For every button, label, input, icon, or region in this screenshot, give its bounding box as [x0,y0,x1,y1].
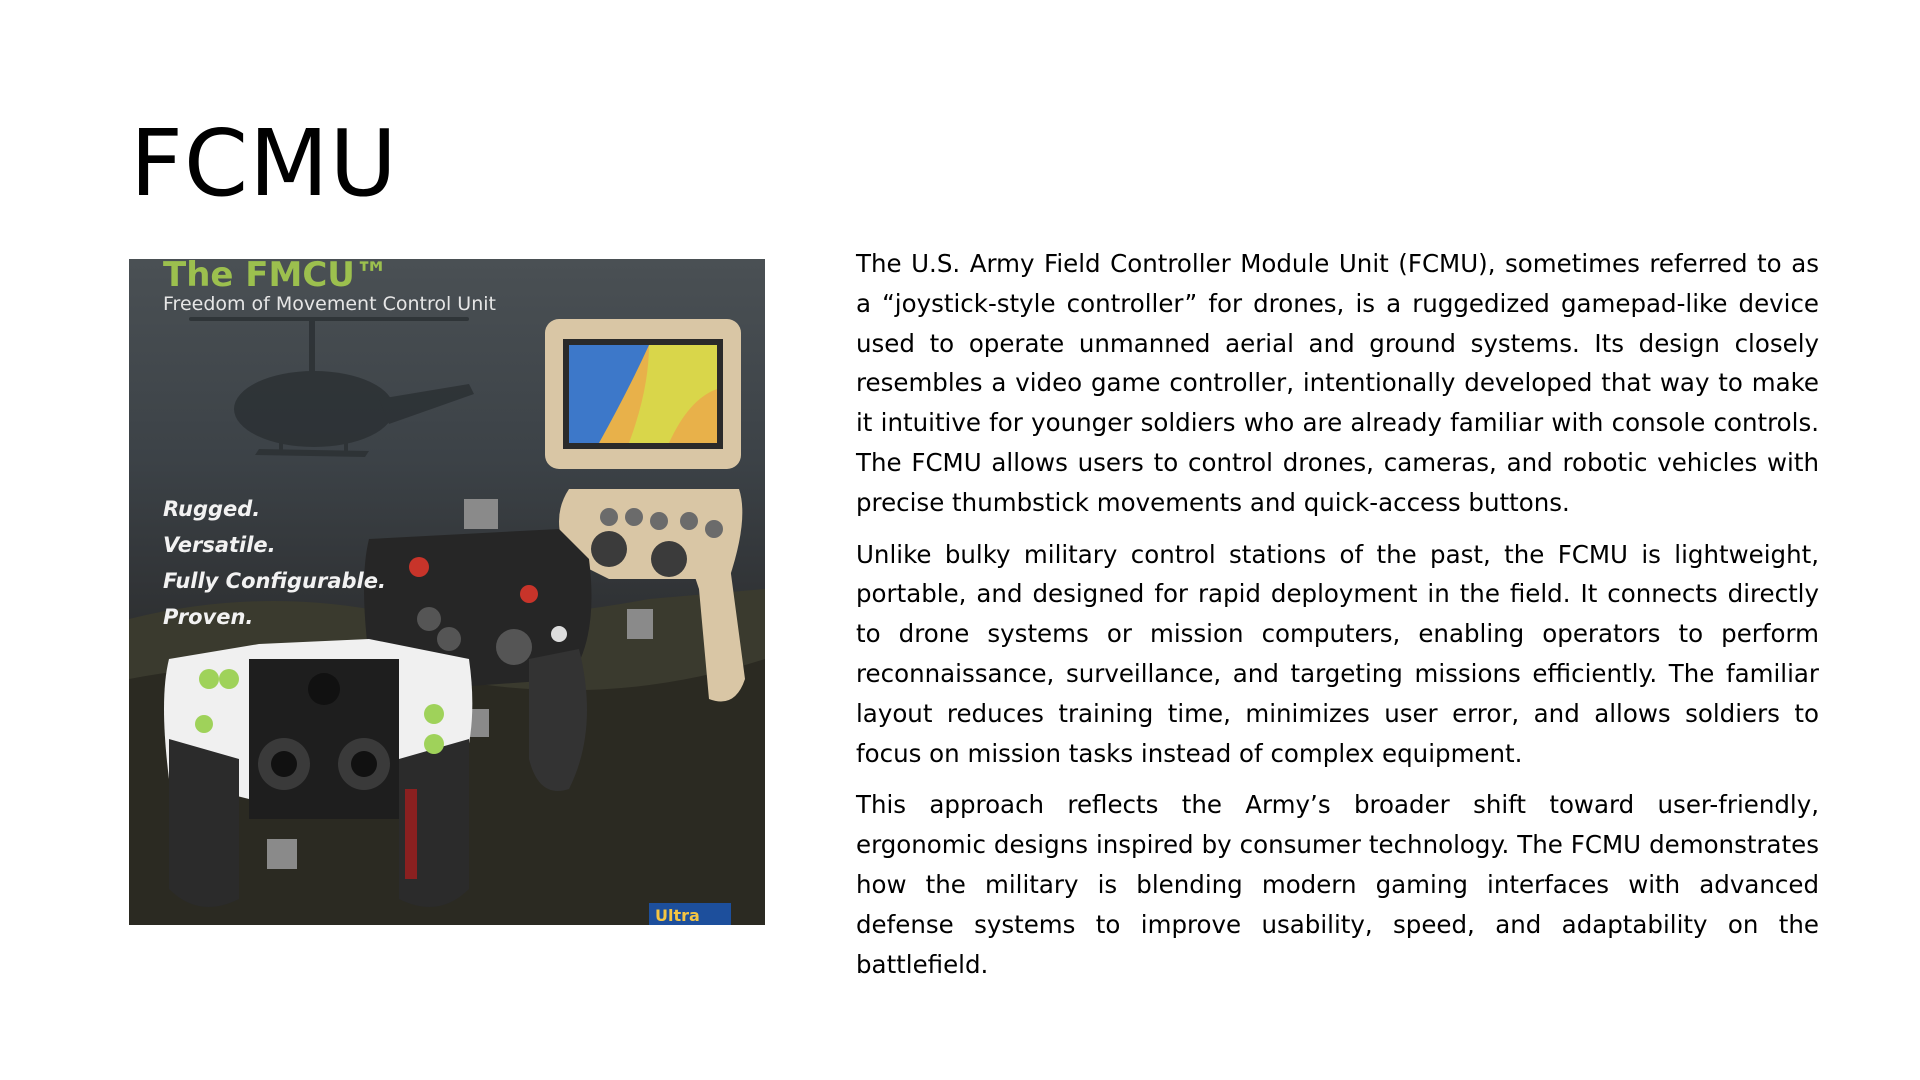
helicopter-silhouette [189,317,474,457]
body-text [856,244,1819,996]
brand-badge: Ultra [649,903,731,925]
paragraph: Unlike bulky military control stations of the past, the FCMU is lightweight, portable, and designed for rapid deployment in the field. It connects directly to drone systems or mission computers, enabling operators to perform reconnaissance, surveillance, and targeting missions efficiently. The familiar layout reduces training time, minimizes user error, and allows soldiers to focus on mission tasks instead of complex equipment. [856,539,1819,768]
poster-tagline: Versatile. [163,533,276,557]
slide-title: FCMU [130,110,398,217]
poster-title: The FMCU™ [163,259,389,295]
poster-tagline: Rugged. [163,497,261,521]
fmcu-poster-image [129,259,765,925]
poster-tagline: Fully Configurable. [163,569,386,593]
poster-subtitle: Freedom of Movement Control Unit [163,293,496,315]
paragraph: This approach reflects the Army’s broader shift toward user-friendly, ergonomic designs inspired by consumer technology. The FCMU demonstrates how the military is blending modern gaming interfaces with advanced defense systems to improve usability, speed, and adaptability on the battlefield. [856,790,1819,979]
paragraph: The U.S. Army Field Controller Module Unit (FCMU), sometimes referred to as a “joystick-style controller” for drones, is a ruggedized gamepad-like device used to operate unmanned aerial and ground systems. Its design closely resembles a video game controller, intentionally developed that way to make it intuitive for younger soldiers who are already familiar with console controls. The FCMU allows users to control drones, cameras, and robotic vehicles with precise thumbstick movements and quick-access buttons. [856,249,1819,517]
poster-tagline: Proven. [163,605,254,629]
